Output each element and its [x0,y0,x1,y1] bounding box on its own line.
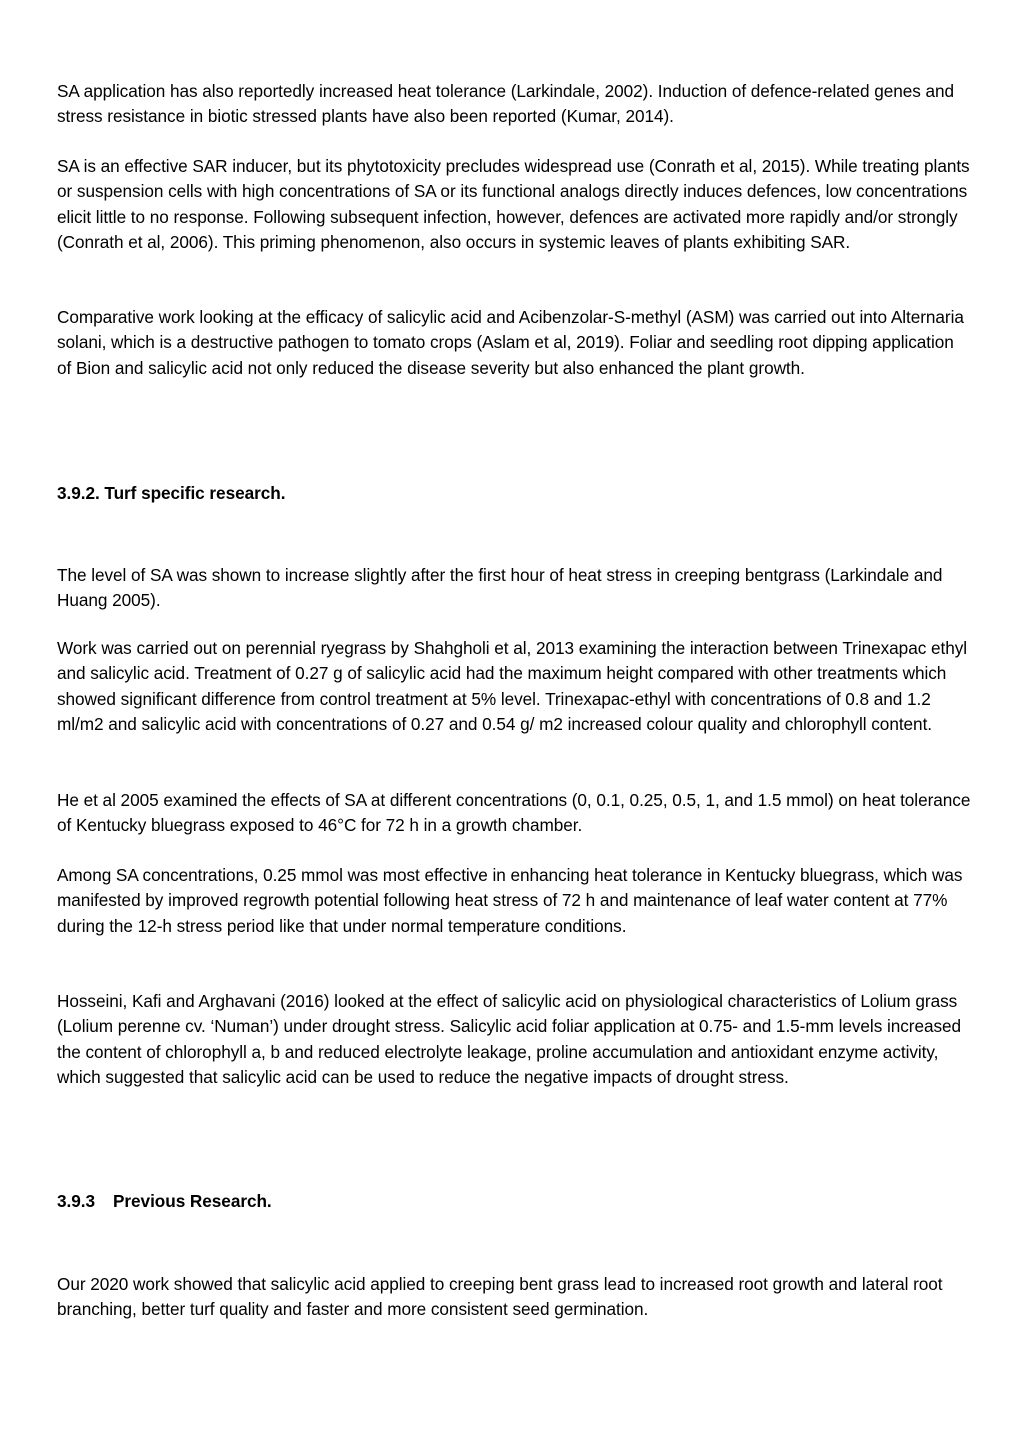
turf-paragraph-hosseini-2016: Hosseini, Kafi and Arghavani (2016) looked at the effect of salicylic acid on physiological characteristics of Lolium grass (Lolium perenne cv. ‘Numan’) under drought stress. Salicylic acid foliar application at 0.75- and 1.5-mm levels increased the content of chlorophyll a, b and reduced electrolyte leakage, proline accumulation and antioxidant enzyme activity, which suggested that salicylic acid can be used to reduce the negative impacts of drought stress. [57,991,962,1087]
section-heading-previous-research [57,1189,972,1214]
intro-paragraph-heat-tolerance: SA application has also reportedly increased heat tolerance (Larkindale, 2002). Induction of defence-related genes and stress resistance in biotic stressed plants have also been reported (Kumar, 2014). [57,81,955,127]
turf-paragraph-sa-level: The level of SA was shown to increase slightly after the first hour of heat stress in creeping bentgrass (Larkindale and Huang 2005). [57,565,943,611]
section-heading-title: Previous Research. [113,1191,272,1211]
intro-paragraph-comparative-work: Comparative work looking at the efficacy of salicylic acid and Acibenzolar-S-methyl (ASM) was carried out into Alternaria solani, which is a destructive pathogen to tomato crops (Aslam et al, 2019). Foliar and seedling root dipping application of Bion and salicylic acid not only reduced the disease severity but also enhanced the plant growth. [57,307,964,378]
intro-paragraph-sar-inducer: SA is an effective SAR inducer, but its phytotoxicity precludes widespread use (Conrath et al, 2015). While treating plants or suspension cells with high concentrations of SA or its functional analogs directly induces defences, low concentrations elicit little to no response. Following subsequent infection, however, defences are activated more rapidly and/or strongly (Conrath et al, 2006). This priming phenomenon, also occurs in systemic leaves of plants exhibiting SAR. [57,156,970,252]
section-heading-turf-research: 3.9.2. Turf specific research. [57,483,286,503]
turf-paragraph-ryegrass-work: Work was carried out on perennial ryegrass by Shahgholi et al, 2013 examining the interaction between Trinexapac ethyl and salicylic acid. Treatment of 0.27 g of salicylic acid had the maximum height compared with other treatments which showed significant difference from control treatment at 5% level. Trinexapac-ethyl with concentrations of 0.8 and 1.2 ml/m2 and salicylic acid with concentrations of 0.27 and 0.54 g/ m2 increased colour quality and chlorophyll content. [57,638,968,734]
turf-paragraph-sa-concentrations: Among SA concentrations, 0.25 mmol was most effective in enhancing heat tolerance in Kentucky bluegrass, which was manifested by improved regrowth potential following heat stress of 72 h and maintenance of leaf water content at 77% during the 12-h stress period like that under normal temperature conditions. [57,865,963,936]
section-heading-number: 3.9.3 [57,1191,95,1211]
previous-paragraph-2020-work: Our 2020 work showed that salicylic acid applied to creeping bent grass lead to increased root growth and lateral root branching, better turf quality and faster and more consistent seed germination. [57,1274,943,1320]
turf-paragraph-he-2005: He et al 2005 examined the effects of SA at different concentrations (0, 0.1, 0.25, 0.5, 1, and 1.5 mmol) on heat tolerance of Kentucky bluegrass exposed to 46°C for 72 h in a growth chamber. [57,790,971,836]
